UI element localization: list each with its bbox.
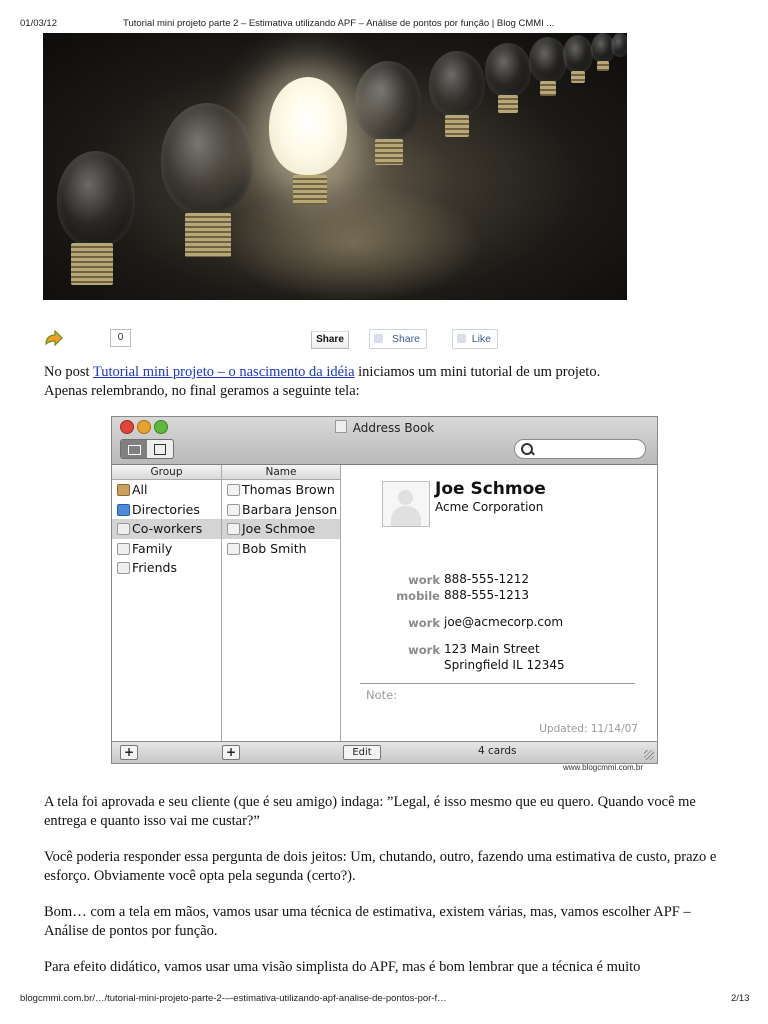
card-icon <box>227 543 240 555</box>
field-label: work <box>408 573 440 587</box>
cards-count: 4 cards <box>478 745 517 757</box>
card-icon <box>227 504 240 516</box>
paragraph-4: Para efeito didático, vamos usar uma visão simplista do APF, mas é bom lembrar que a técnica é muito <box>44 959 641 975</box>
intro-paragraph <box>44 363 724 401</box>
paragraph-3: Bom… com a tela em mãos, vamos usar uma técnica de estimativa, existem várias, mas, vamos escolher APF – Análise de pontos por função. <box>44 904 691 939</box>
name-label: Barbara Jenson <box>242 501 338 517</box>
add-group-button[interactable]: + <box>120 745 138 760</box>
intro-text-before-link: No post <box>44 364 93 380</box>
search-input[interactable] <box>514 439 646 459</box>
work-address-line2[interactable]: Springfield IL 12345 <box>444 658 565 672</box>
light-bulbs-image <box>43 33 627 300</box>
view-toggle[interactable] <box>120 439 174 459</box>
note-divider <box>360 683 635 684</box>
edit-button[interactable]: Edit <box>343 745 381 760</box>
field-label: work <box>408 616 440 630</box>
window-title <box>112 420 657 435</box>
facebook-share-label: Share <box>391 333 420 345</box>
group-label: Friends <box>132 560 177 575</box>
group-label: All <box>132 482 148 497</box>
name-label: Thomas Brown <box>242 482 335 497</box>
field-label: work <box>408 643 440 657</box>
paragraph-1: A tela foi aprovada e seu cliente (que é seu amigo) indaga: ”Legal, é isso mesmo que eu quero. Quando você me entrega e quanto isso vai me custar?” <box>44 794 696 829</box>
mobile-phone[interactable]: 888-555-1213 <box>444 588 530 602</box>
note-label: Note: <box>366 688 398 702</box>
share-bar <box>0 328 768 350</box>
page-number: 2/13 <box>731 993 750 1004</box>
add-card-button[interactable]: + <box>222 745 240 760</box>
name-item-joe-schmoe[interactable] <box>222 519 340 539</box>
avatar[interactable] <box>382 481 430 527</box>
window-titlebar <box>112 417 657 465</box>
facebook-share-button[interactable] <box>369 329 427 349</box>
group-icon <box>117 523 130 535</box>
name-item-thomas-brown[interactable] <box>222 480 340 500</box>
group-item-family[interactable] <box>112 539 221 559</box>
forward-arrow-icon[interactable] <box>44 330 64 348</box>
window-bottom-bar <box>112 741 657 763</box>
all-icon <box>117 484 130 496</box>
name-column <box>222 465 341 741</box>
columns-view-icon[interactable] <box>128 445 141 455</box>
group-item-co-workers[interactable] <box>112 519 221 539</box>
intro-text-after-link: iniciamos um mini tutorial de um projeto. <box>354 364 601 380</box>
group-label: Family <box>132 540 173 556</box>
field-label: mobile <box>396 589 440 603</box>
intro-line-2: Apenas relembrando, no final geramos a seguinte tela: <box>44 383 360 399</box>
name-label: Joe Schmoe <box>242 521 316 536</box>
contact-card <box>342 465 656 741</box>
group-item-friends[interactable] <box>112 558 221 578</box>
contact-name: Joe Schmoe <box>435 479 546 499</box>
name-label: Bob Smith <box>242 540 307 556</box>
directories-icon <box>117 504 130 516</box>
image-credit: www.blogcmmi.com.br <box>563 763 644 772</box>
card-icon <box>227 523 240 535</box>
group-icon <box>117 543 130 555</box>
paragraph-2: Você poderia responder essa pergunta de dois jeitos: Um, chutando, outro, fazendo uma estimativa de custo, prazo e esforço. Obviamente você opta pela segunda (certo?). <box>44 849 717 884</box>
share-button[interactable]: Share <box>311 331 349 349</box>
group-item-all[interactable] <box>112 480 221 500</box>
print-title: Tutorial mini projeto parte 2 – Estimativa utilizando APF – Análise de pontos por função | Blog CMMI ... <box>123 18 555 29</box>
group-icon <box>117 562 130 574</box>
facebook-like-button[interactable] <box>452 329 498 349</box>
group-column-header: Group <box>112 465 221 480</box>
facebook-like-label: Like <box>471 333 491 345</box>
card-icon <box>227 484 240 496</box>
name-item-barbara-jenson[interactable] <box>222 500 340 520</box>
name-item-bob-smith[interactable] <box>222 539 340 559</box>
group-column <box>112 465 222 741</box>
updated-date: Updated: 11/14/07 <box>539 723 638 735</box>
resize-grip-icon[interactable] <box>644 750 654 760</box>
like-icon <box>457 334 466 343</box>
address-book-screenshot <box>111 416 658 764</box>
card-view-icon[interactable] <box>154 444 166 455</box>
share-count: 0 <box>110 329 131 347</box>
work-phone[interactable]: 888-555-1212 <box>444 572 530 586</box>
document-icon <box>335 420 347 433</box>
work-email[interactable]: joe@acmecorp.com <box>444 615 564 629</box>
print-date: 01/03/12 <box>20 18 57 29</box>
group-label: Directories <box>132 501 200 517</box>
contact-company: Acme Corporation <box>435 500 544 514</box>
work-address-line1[interactable]: 123 Main Street <box>444 642 540 656</box>
group-label: Co-workers <box>132 521 203 536</box>
facebook-icon <box>374 334 383 343</box>
window-title-text: Address Book <box>352 421 435 435</box>
group-item-directories[interactable] <box>112 500 221 520</box>
name-column-header: Name <box>222 465 340 480</box>
print-url: blogcmmi.com.br/…/tutorial-mini-projeto-parte-2-–-estimativa-utilizando-apf-analise-de-pontos-por-f… <box>20 993 447 1004</box>
tutorial-post-link[interactable]: Tutorial mini projeto – o nascimento da idéia <box>92 364 355 380</box>
